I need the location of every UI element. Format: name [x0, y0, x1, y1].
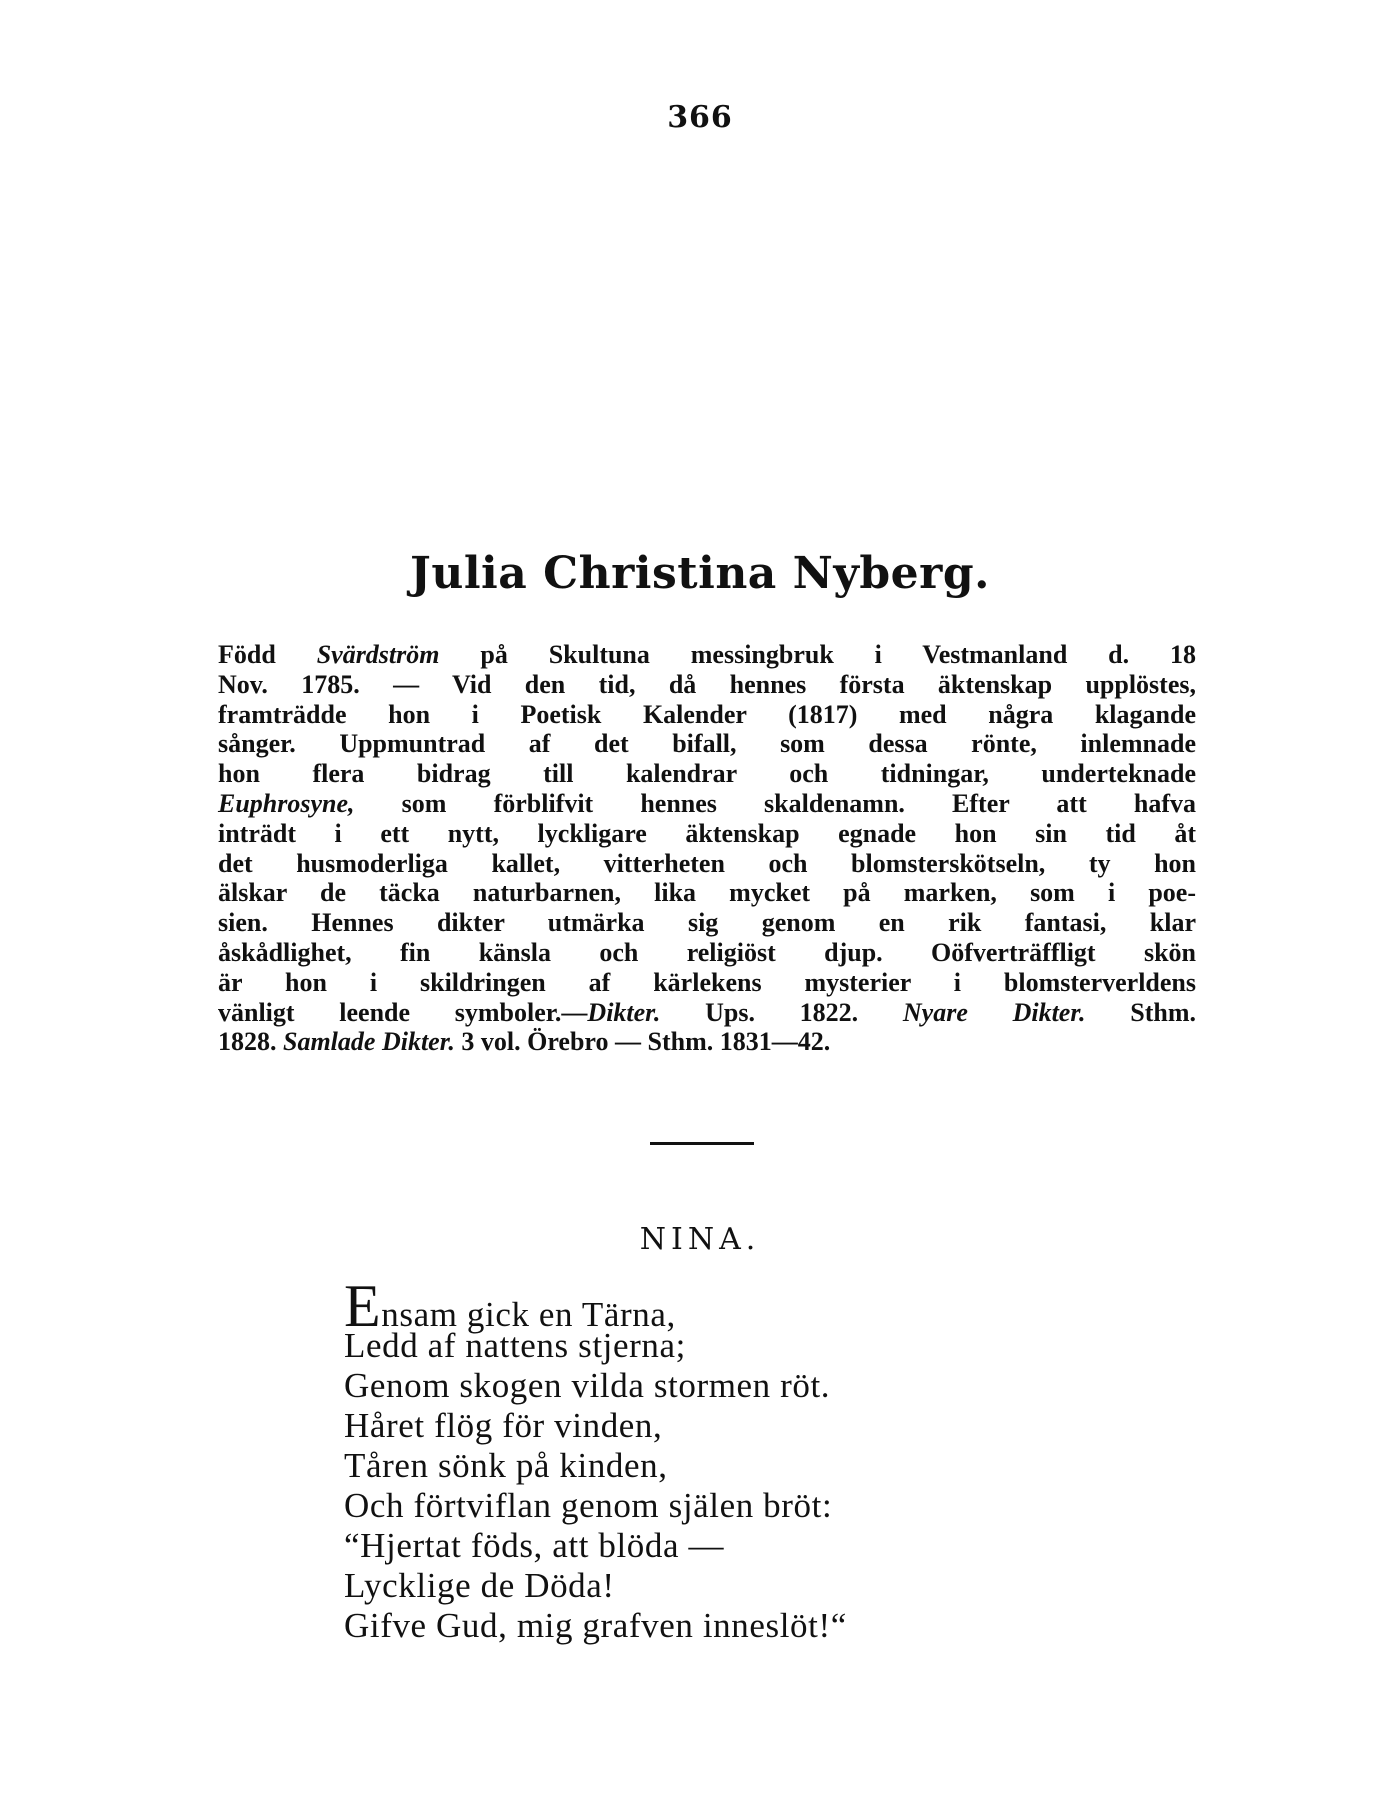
- poem-line: Håret flög för vinden,: [344, 1406, 663, 1445]
- drop-cap: E: [344, 1273, 382, 1339]
- bio-line: [218, 789, 1196, 819]
- poem-line: Genom skogen vilda stormen röt.: [344, 1366, 831, 1405]
- author-heading: Julia Christina Nyberg.: [410, 548, 990, 599]
- bio-italic-text: Samlade Dikter.: [283, 1027, 455, 1057]
- bio-text: 1828.: [218, 1027, 283, 1057]
- poem-line: Lycklige de Döda!: [344, 1566, 615, 1605]
- section-divider: [650, 1142, 754, 1145]
- bio-line: [218, 849, 1196, 879]
- bio-text: är hon i skildringen af kärlekens mysterier i blomsterverldens: [218, 967, 1196, 997]
- bio-text: hon flera bidrag till kalendrar och tidningar, underteknade: [218, 759, 1196, 789]
- bio-line: [218, 938, 1196, 968]
- bio-italic-text: Dikter.: [587, 997, 661, 1027]
- bio-line: [218, 878, 1196, 908]
- bio-text: åskådlighet, fin känsla och religiöst djup. Oöfverträffligt skön: [218, 937, 1196, 967]
- poem-line-text: nsam gick en Tärna,: [381, 1295, 676, 1334]
- bio-line: [218, 700, 1196, 730]
- poem-line: “Hjertat föds, att blöda —: [344, 1526, 725, 1565]
- bio-text: sånger. Uppmuntrad af det bifall, som dessa rönte, inlemnade: [218, 729, 1196, 759]
- bio-text: det husmoderliga kallet, vitterheten och blomsterskötseln, ty hon: [218, 848, 1196, 878]
- bio-italic-text: Euphrosyne,: [218, 788, 355, 818]
- bio-text: sien. Hennes dikter utmärka sig genom en rik fantasi, klar: [218, 908, 1196, 938]
- bio-line: [218, 640, 1196, 670]
- bio-text: framträdde hon i Poetisk Kalender (1817) med några klagande: [218, 699, 1196, 729]
- bio-line: [218, 819, 1196, 849]
- poem-line: Tåren sönk på kinden,: [344, 1446, 668, 1485]
- bio-text: Född: [218, 640, 317, 669]
- bio-text: 3 vol. Örebro — Sthm. 1831—42.: [454, 1027, 831, 1057]
- poem-line: [344, 1273, 1104, 1339]
- poem-line: Ledd af nattens stjerna;: [344, 1326, 686, 1365]
- bio-text: Nov. 1785. — Vid den tid, då hennes första äktenskap upplöstes,: [218, 669, 1196, 699]
- poem-title: NINA.: [639, 1222, 761, 1257]
- bio-italic-text: Nyare Dikter.: [902, 997, 1086, 1027]
- bio-italic-text: Svärdström: [316, 640, 440, 669]
- poem-line: Gifve Gud, mig grafven inneslöt!“: [344, 1606, 847, 1645]
- bio-line: [218, 908, 1196, 938]
- biography-paragraph: [218, 640, 1196, 1057]
- bio-text: inträdt i ett nytt, lyckligare äktenskap egnade hon sin tid åt: [218, 818, 1196, 848]
- page-number: 366: [667, 100, 733, 135]
- bio-line: [218, 1027, 1196, 1057]
- bio-line: [218, 998, 1196, 1028]
- bio-line: [218, 729, 1196, 759]
- bio-line: [218, 670, 1196, 700]
- poem-body: [344, 1273, 1104, 1646]
- bio-line: [218, 759, 1196, 789]
- bio-text: älskar de täcka naturbarnen, lika mycket på marken, som i poe-: [218, 878, 1196, 908]
- bio-text: som förblifvit hennes skaldenamn. Efter att hafva: [354, 788, 1196, 818]
- bio-text: på Skultuna messingbruk i Vestmanland d. 18: [439, 640, 1196, 669]
- bio-text: Sthm.: [1085, 997, 1196, 1027]
- bio-line: [218, 968, 1196, 998]
- bio-text: Ups. 1822.: [660, 997, 903, 1027]
- poem-line: Och förtviflan genom själen bröt:: [344, 1486, 833, 1525]
- bio-text: vänligt leende symboler.—: [218, 997, 588, 1027]
